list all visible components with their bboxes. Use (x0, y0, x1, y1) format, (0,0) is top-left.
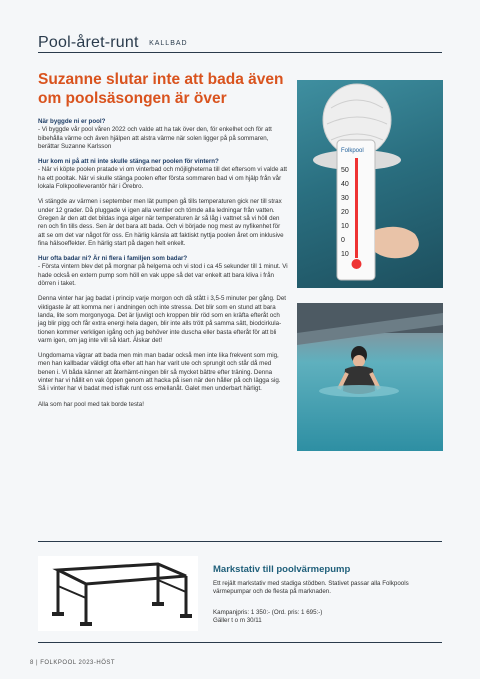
answer: - Första vintern blev det på morgnar på helgerna och vi stod i ca 45 sekunder till 1 minut. Vi hade också en extern pump som höll en vak uppe så det var enkelt att bara kliva i från dörren i taket. (38, 263, 288, 288)
product-price: Kampanjpris: 1 350:- (Ord. pris: 1 695:-) (213, 609, 323, 616)
tick-label: 40 (341, 181, 349, 188)
section-kicker: KALLBAD (149, 40, 188, 47)
thermometer-brand: Folkpool (341, 148, 364, 154)
product-title: Markstativ till poolvärmepump (213, 564, 351, 575)
answer: Ungdomarna vägrar att bada men min man badar också men inte lika frekvent som mig, men han kallbadar väldigt ofta efter att han har varit ute och sprungit och står då med benen i. Vi båda känner att återhämt-ningen blir så mycket bättre efter träning. Denna vinter har vi hållit en vak öppen genom att hacka på isen när den håller på och lägga sig. Så i vinter har vi badat med isflak runt oss emellanåt. Galet men underbart härligt. (38, 352, 281, 393)
product-validity: Gäller t o m 30/11 (213, 617, 262, 625)
header-divider (38, 52, 442, 53)
question: Hur kom ni på att ni inte skulle stänga ner poolen för vintern? (38, 158, 219, 166)
stand-product-image (38, 556, 198, 631)
paragraph (38, 401, 288, 409)
paragraph (38, 255, 288, 288)
answer: Denna vinter har jag badat i princip varje morgon och då stått i 3,5-5 minuter per gång. Det viktigaste är att komma ner i andningen och inte stressa. Det blir som en stund att bara landa, lite som morgonyoga. Det är ljuvligt och kroppen blir röd som en kräfta efteråt och jag blir pigg och får extra energi hela dagen, blir inte alls trött på samma sätt, biodcirkula-tionen kommer verkligen igång och jag behöver inte duscha eller basta efteråt för att bli varm igen, om jag inte vill så klart. Älskar det! (38, 295, 286, 344)
product-box-bottom-divider (38, 642, 442, 643)
product-box-top-divider (38, 541, 442, 542)
tick-label: 30 (341, 195, 349, 202)
answer: Vi stängde av värmen i september men lät pumpen gå tills temperaturen gick ner till strax under 12 grader. Då pluggade vi igen alla ventiler och tömde alla ledningar från vatten. Gregen är den att det bildas inga alger när temperaturen är så låg i vattnet så vi höll den ren och fin tills dess. Sen är det bara att bada. Och vi började nog mest av nyfikenhet för att se om det var något för oss. En härlig känsla att faktiskt nyttja poolen året om inklusive fina hälsoeffekter. En härlig start på dagen helt enkelt. (38, 198, 284, 247)
article-headline: Suzanne slutar inte att bada även om poolsäsongen är över (38, 71, 284, 107)
product-pricing (213, 609, 433, 626)
answer: - Vi byggde vår pool våren 2022 och valde att ha tak över den, för enkelhet och för att bibehålla värme och även hjälpen att alstra värme när solen ligger på på sommaren, berättar Suzanne Karlsson (38, 126, 272, 150)
paragraph (38, 158, 288, 191)
tick-label: 20 (341, 209, 349, 216)
question: När byggde ni er pool? (38, 118, 106, 125)
tick-label: 50 (341, 167, 349, 174)
answer: - När vi köpte poolen pratade vi om vinterbad och möjligheterna till det eftersom vi valde att ha ett pooltak. När vi skulle stänga poolen efter första sommaren bad vi om hjälp från vår lokala Folkpoolleverantör här i Örebro. (38, 166, 288, 191)
winter-bath-photo (297, 303, 443, 451)
tick-label: 10 (341, 251, 349, 258)
section-title: Pool-året-runt (38, 34, 139, 51)
tick-label: 0 (341, 237, 345, 244)
answer: Alla som har pool med tak borde testa! (38, 400, 144, 408)
paragraph (38, 352, 288, 393)
tick-label: 10 (341, 223, 349, 230)
product-description: Ett rejält markstativ med stadiga stödben. Stativet passar alla Folkpools värmepumpar och de flesta på marknaden. (213, 580, 409, 596)
stand-illustration (38, 556, 198, 631)
article-body (38, 118, 288, 416)
paragraph (38, 295, 288, 345)
thermometer-illustration (297, 80, 443, 288)
paragraph (38, 198, 288, 248)
question: Hur ofta badar ni? Är ni flera i familjen som badar? (38, 255, 188, 263)
paragraph (38, 118, 288, 151)
thermometer-photo (297, 80, 443, 288)
page-footer: 8 | FOLKPOOL 2023-HÖST (30, 660, 116, 666)
bather-illustration (297, 303, 443, 451)
